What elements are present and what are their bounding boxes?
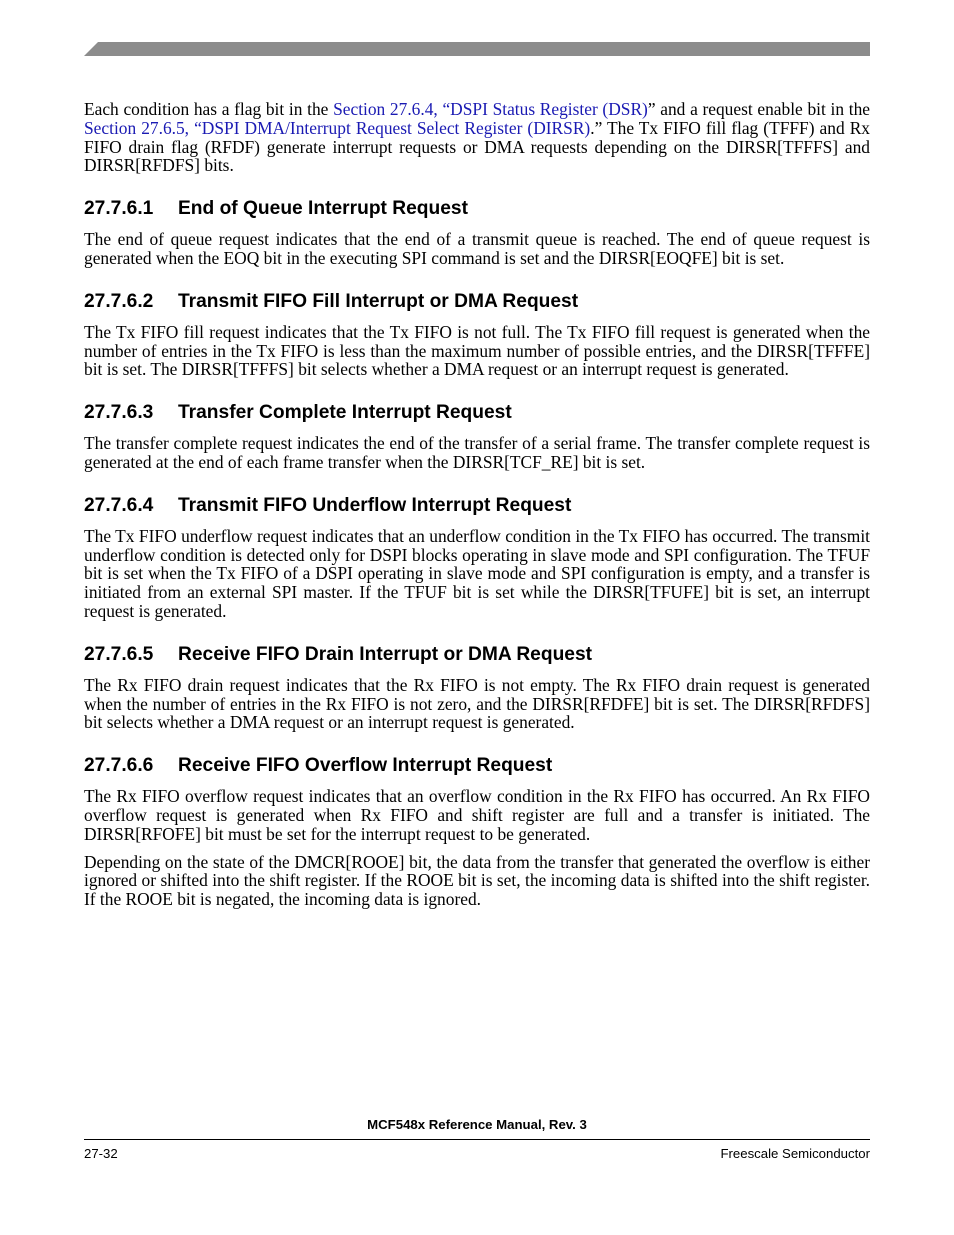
section-number: 27.7.6.3	[84, 402, 154, 424]
section-heading	[84, 644, 870, 666]
section-number: 27.7.6.6	[84, 755, 154, 777]
footer-divider	[84, 1139, 870, 1140]
section-heading	[84, 495, 870, 517]
section-paragraph: The transfer complete request indicates the end of the transfer of a serial frame. The transfer complete request is generated at the end of each frame transfer when the DIRSR[TCF_RE] bit is set.	[84, 433, 870, 472]
section-number: 27.7.6.2	[84, 290, 154, 312]
header-bar-shape	[84, 42, 870, 56]
section-title: Transmit FIFO Fill Interrupt or DMA Request	[178, 290, 579, 312]
section-paragraph: The Rx FIFO overflow request indicates that an overflow condition in the Rx FIFO has occurred. An Rx FIFO overflow request is generated when Rx FIFO and shift register are full and a transfer is initiated. The DIRSR[RFOFE] bit must be set for the interrupt request to be generated.	[84, 786, 870, 844]
section-title: Transfer Complete Interrupt Request	[178, 402, 512, 424]
link-dirsr-section[interactable]: Section 27.6.5, “DSPI DMA/Interrupt Request Select Register (DIRSR)	[84, 117, 591, 138]
section-paragraph: The end of queue request indicates that the end of a transmit queue is reached. The end of queue request is generated when the EOQ bit in the executing SPI command is set and the DIRSR[EOQFE] bit is set.	[84, 229, 870, 268]
section-paragraph: The Tx FIFO underflow request indicates that an underflow condition in the Tx FIFO has occurred. The transmit underflow condition is detected only for DSPI blocks operating in slave mode and SPI configuration. The TFUF bit is set when the Tx FIFO of a DSPI operating in slave mode and SPI configuration is empty, and a transfer is initiated from an external SPI master. If the TFUF bit is set while the DIRSR[TFUFE] bit is set, an interrupt request is generated.	[84, 525, 870, 621]
section-number: 27.7.6.4	[84, 494, 154, 516]
intro-paragraph	[84, 100, 870, 175]
section-paragraph: Depending on the state of the DMCR[ROOE] bit, the data from the transfer that generated the overflow is either ignored or shifted into the shift register. If the ROOE bit is set, the incoming data is shifted into the shift register. If the ROOE bit is negated, the incoming data is ignored.	[84, 851, 870, 910]
section-paragraph: The Tx FIFO fill request indicates that the Tx FIFO is not full. The Tx FIFO fill request is generated when the number of entries in the Tx FIFO is less than the maximum number of possible entries, and the DIRSR[TFFFE] bit is set. The DIRSR[TFFFS] bit selects whether a DMA request or an interrupt request is generated.	[84, 321, 870, 380]
header-bar	[84, 42, 870, 56]
section-heading	[84, 402, 870, 424]
intro-text-1: Each condition has a flag bit in the	[84, 99, 334, 119]
footer-company: Freescale Semiconductor	[720, 1146, 870, 1161]
section-paragraph: The Rx FIFO drain request indicates that the Rx FIFO is not empty. The Rx FIFO drain request is generated when the number of entries in the Rx FIFO is not zero, and the DIRSR[RFDFE] bit is set. The DIRSR[RFDFS] bit selects whether a DMA request or an interrupt request is generated.	[84, 674, 870, 733]
main-content	[84, 100, 870, 918]
intro-text-3: .” The Tx FIFO fill flag (TFFF) and Rx FIFO drain flag (RFDF) generate interrupt requests or DMA requests depending on the DIRSR[TFFFS] and DIRSR[RFDFS] bits.	[84, 117, 871, 176]
section-title: Transmit FIFO Underflow Interrupt Request	[178, 494, 572, 516]
intro-text-2: ” and a request enable bit in the	[647, 99, 870, 119]
section-title: End of Queue Interrupt Request	[178, 198, 468, 220]
section-title: Receive FIFO Drain Interrupt or DMA Request	[178, 643, 593, 665]
footer-page-number: 27-32	[84, 1146, 118, 1161]
link-dsr-section[interactable]: Section 27.6.4, “DSPI Status Register (DSR)	[333, 99, 648, 119]
section-number: 27.7.6.5	[84, 643, 154, 665]
footer-manual-title: MCF548x Reference Manual, Rev. 3	[367, 1117, 587, 1132]
section-heading	[84, 291, 870, 313]
section-heading	[84, 198, 870, 220]
section-number: 27.7.6.1	[84, 198, 154, 220]
section-title: Receive FIFO Overflow Interrupt Request	[178, 755, 553, 777]
section-heading	[84, 755, 870, 777]
